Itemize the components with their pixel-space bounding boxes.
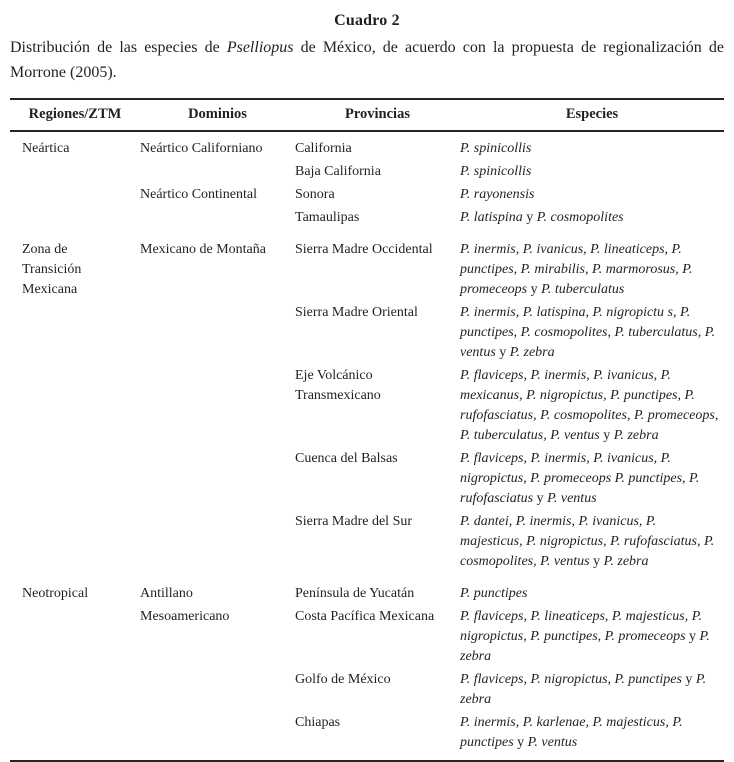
table-row: [10, 139, 724, 162]
especies-cell: P. flaviceps, P. inermis, P. ivanicus, P. nigropictus, P. promeceops P. punctipes, P. rufofasciatus y P. ventus: [460, 451, 700, 506]
dominio-cell: [140, 512, 295, 572]
dominio-cell: [140, 670, 295, 710]
column-header-especies: Especies: [565, 106, 619, 122]
especies-cell: P. latispina y P. cosmopolites: [460, 210, 624, 225]
provincia-cell: Sierra Madre Oriental: [295, 305, 418, 320]
table-row: [10, 713, 724, 756]
region-cell: [10, 670, 140, 710]
dominio-cell: [140, 303, 295, 363]
region-cell: [10, 366, 140, 446]
region-cell: Neártica: [22, 141, 70, 156]
provincia-cell: Baja California: [295, 164, 381, 179]
especies-cell: P. inermis, P. karlenae, P. majesticus, P. punctipes y P. ventus: [460, 715, 683, 750]
especies-cell: P. flaviceps, P. nigropictus, P. punctipes y P. zebra: [460, 672, 707, 707]
region-group-neartica: [10, 139, 724, 231]
provincia-cell: Península de Yucatán: [295, 586, 415, 601]
table-row: [10, 607, 724, 670]
region-cell: Neotropical: [22, 586, 89, 601]
caption-text-pre: Distribución de las especies de: [10, 39, 227, 56]
especies-cell: P. punctipes: [460, 586, 528, 601]
table-title: Cuadro 2: [334, 12, 400, 29]
dominio-cell: Antillano: [140, 586, 193, 601]
especies-cell: P. flaviceps, P. inermis, P. ivanicus, P. mexicanus, P. nigropictus, P. punctipes, P. rufofasciatus, P. cosmopolites, P. promeceops, P. tuberculatus, P. ventus y P. zebra: [460, 368, 719, 443]
dominio-cell: [140, 366, 295, 446]
especies-cell: P. rayonensis: [460, 187, 535, 202]
table-row: [10, 449, 724, 512]
provincia-cell: Costa Pacífica Mexicana: [295, 609, 435, 624]
region-cell: [10, 303, 140, 363]
provincia-cell: Golfo de México: [295, 672, 391, 687]
table-body: [10, 132, 724, 760]
provincia-cell: Cuenca del Balsas: [295, 451, 398, 466]
table-row: [10, 366, 724, 449]
column-header-regiones: Regiones/ZTM: [28, 106, 122, 122]
especies-cell: P. spinicollis: [460, 141, 532, 156]
caption-text-post: de México, de acuerdo con la propuesta de regionalización de Morrone (2005).: [10, 39, 724, 81]
especies-cell: P. inermis, P. latispina, P. nigropictu s, P. punctipes, P. cosmopolites, P. tuberculatus, P. ventus y P. zebra: [460, 305, 715, 360]
especies-cell: P. spinicollis: [460, 164, 532, 179]
table-row: [10, 584, 724, 607]
table-caption: [10, 35, 724, 85]
region-cell: [10, 185, 140, 205]
provincia-cell: Sierra Madre del Sur: [295, 514, 413, 529]
region-cell: [10, 607, 140, 667]
region-cell: [10, 512, 140, 572]
provincia-cell: California: [295, 141, 352, 156]
dominio-cell: Mexicano de Montaña: [140, 242, 266, 257]
table-row: [10, 185, 724, 208]
table-row: [10, 670, 724, 713]
dominio-cell: Neártico Continental: [140, 187, 258, 202]
table-row: [10, 303, 724, 366]
dominio-cell: Mesoamericano: [140, 609, 230, 624]
dominio-cell: Neártico Californiano: [140, 141, 263, 156]
provincia-cell: Chiapas: [295, 715, 341, 730]
table-row: [10, 240, 724, 303]
provincia-cell: Sierra Madre Occidental: [295, 242, 433, 257]
caption-genus-name: Pselliopus: [226, 39, 294, 56]
especies-cell: P. inermis, P. ivanicus, P. lineaticeps, P. punctipes, P. mirabilis, P. marmorosus, P. promeceops y P. tuberculatus: [460, 242, 693, 297]
region-group-zona-transicion: [10, 240, 724, 575]
table-row: [10, 208, 724, 231]
region-cell: [10, 713, 140, 753]
column-header-dominios: Dominios: [188, 106, 247, 122]
region-group-neotropical: [10, 584, 724, 756]
provincia-cell: Tamaulipas: [295, 210, 360, 225]
table-header-row: [10, 100, 724, 130]
table-row: [10, 162, 724, 185]
dominio-cell: [140, 208, 295, 228]
region-cell: [10, 449, 140, 509]
table-row: [10, 512, 724, 575]
region-cell: [10, 162, 140, 182]
region-cell: Zona de Transición Mexicana: [22, 242, 82, 297]
distribution-table: [10, 98, 724, 762]
dominio-cell: [140, 162, 295, 182]
dominio-cell: [140, 713, 295, 753]
provincia-cell: Eje Volcánico Transmexicano: [295, 368, 381, 403]
dominio-cell: [140, 449, 295, 509]
especies-cell: P. dantei, P. inermis, P. ivanicus, P. majesticus, P. nigropictus, P. rufofasciatus, P. cosmopolites, P. ventus y P. zebra: [460, 514, 715, 569]
provincia-cell: Sonora: [295, 187, 335, 202]
column-header-provincias: Provincias: [345, 106, 410, 122]
especies-cell: P. flaviceps, P. lineaticeps, P. majesticus, P. nigropictus, P. punctipes, P. promeceops y P. zebra: [460, 609, 710, 664]
region-cell: [10, 208, 140, 228]
